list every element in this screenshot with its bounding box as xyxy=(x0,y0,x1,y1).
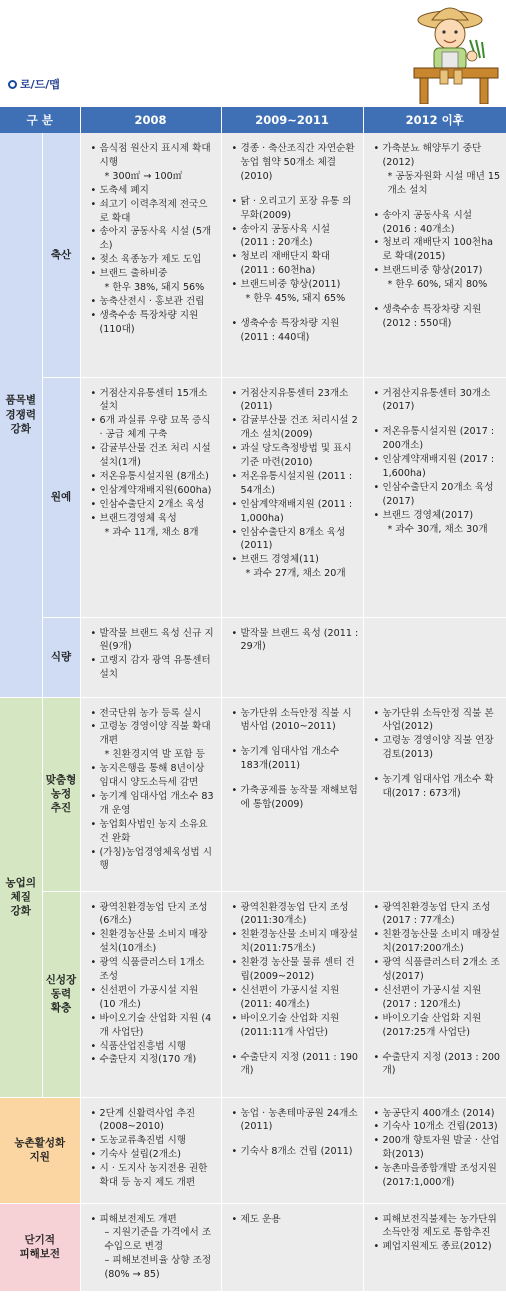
list-item: • 농업회사법인 농지 소유요건 완화 xyxy=(91,818,217,846)
roadmap-table xyxy=(0,107,506,1292)
cell-2008 xyxy=(80,1203,221,1291)
farmer-illustration-icon xyxy=(406,0,502,104)
list-item: • 농촌마을종합개발 조성지원(2017:1,000개) xyxy=(374,1162,502,1190)
list-item: • 인삼계약재배지원(600ha) xyxy=(91,484,217,498)
header-2009-2011: 2009~2011 xyxy=(221,107,363,133)
list-item: • 농업 · 농촌테마공원 24개소(2011) xyxy=(232,1107,359,1135)
list-item: • 바이오기술 산업화 지원 (2017:25개 사업단) xyxy=(374,1012,502,1040)
list-note: * 과수 11개, 채소 8개 xyxy=(104,526,199,538)
list-item: • 광역친환경농업 단지 조성(6개소) xyxy=(91,901,217,929)
header-area xyxy=(0,0,506,106)
list-item: • 6개 과실류 우량 묘목 증식 · 공급 체계 구축 xyxy=(91,414,217,442)
table-row xyxy=(0,1097,506,1203)
cell-2008 xyxy=(80,377,221,617)
category-cell: 농촌활성화 지원 xyxy=(0,1097,80,1203)
list-item: • 브랜드 경영체(11) xyxy=(232,553,359,567)
roadmap-title-text: 로/드/맵 xyxy=(20,78,60,91)
list-item: • 청보리 재배단지 확대 (2011 : 60천ha) xyxy=(232,250,359,278)
table-header-row xyxy=(0,107,506,133)
list-item: • 발작물 브랜드 육성 (2011 : 29개) xyxy=(232,627,359,655)
table-row xyxy=(0,377,506,617)
list-item: • 신선편이 가공시설 지원 (2011: 40개소) xyxy=(232,984,359,1012)
list-item: • 가축분뇨 해양투기 중단 (2012) xyxy=(374,142,502,170)
list-item: • 고랭지 감자 광역 유통센터 설치 xyxy=(91,654,217,682)
list-item: • 농기계 임대사업 개소수 183개(2011) xyxy=(232,745,359,773)
list-item: • 감귤부산물 건조 처리 시설설치(1개) xyxy=(91,442,217,470)
list-item: • 친환경농산물 소비지 매장설치(2017:200개소) xyxy=(374,928,502,956)
cell-2012 xyxy=(363,617,506,697)
subcategory-cell: 식량 xyxy=(42,617,80,697)
list-item: • 농공단지 400개소 (2014) xyxy=(374,1107,502,1121)
header-2008: 2008 xyxy=(80,107,221,133)
list-item: • 농가단위 소득안정 직불 본사업(2012) xyxy=(374,707,502,735)
table-row xyxy=(0,697,506,891)
subcategory-cell: 신성장 동력 확충 xyxy=(42,891,80,1097)
list-item: • 식품산업진흥법 시행 xyxy=(91,1040,217,1054)
list-item: • 수출단지 지정 (2013 : 200개) xyxy=(374,1051,502,1079)
list-item: • 브랜드비중 향상(2017) xyxy=(374,264,502,278)
list-item: • 도농교류촉진법 시행 xyxy=(91,1134,217,1148)
list-item: • 저온유통시설지원 (8개소) xyxy=(91,470,217,484)
list-item: • 도축세 폐지 xyxy=(91,184,217,198)
cell-2008 xyxy=(80,617,221,697)
list-item: • 브랜드 경영체(2017) xyxy=(374,509,502,523)
list-note: * 한우 38%, 돼지 56% xyxy=(104,282,205,294)
list-item: • 바이오기술 산업화 지원 (2011:11개 사업단) xyxy=(232,1012,359,1040)
list-item: • 음식점 원산지 표시제 확대 시행 xyxy=(91,142,217,170)
list-item: • 브랜드 출하비중 xyxy=(91,267,217,281)
list-item: • 바이오기술 산업화 지원 (4개 사업단) xyxy=(91,1012,217,1040)
subcategory-cell: 원예 xyxy=(42,377,80,617)
list-item: • 수출단지 지정(170 개) xyxy=(91,1053,217,1067)
list-item: • 브랜드경영체 육성 xyxy=(91,512,217,526)
cell-2009 xyxy=(221,891,363,1097)
list-item: • 젖소 육종농가 제도 도입 xyxy=(91,253,217,267)
list-subitem: – 피해보전비율 상향 조정(80% → 85) xyxy=(104,1255,212,1281)
list-note: * 한우 45%, 돼지 65% xyxy=(245,293,346,305)
list-item: • 인삼수출단지 20개소 육성(2017) xyxy=(374,481,502,509)
list-item: • 전국단위 농가 등록 실시 xyxy=(91,707,217,721)
list-item: • 수출단지 지정 (2011 : 190개) xyxy=(232,1051,359,1079)
category-cell: 품목별 경쟁력 강화 xyxy=(0,133,42,697)
list-item: • 기숙사 8개소 건립 (2011) xyxy=(232,1145,359,1159)
list-item: • 가축공제를 농작물 재해보험에 통합(2009) xyxy=(232,784,359,812)
list-item: • 피해보전직불제는 농가단위 소득안정 제도로 통합추진 xyxy=(374,1213,502,1241)
cell-2008 xyxy=(80,697,221,891)
list-item: • 친환경 농산물 물류 센터 건립(2009~2012) xyxy=(232,956,359,984)
list-item: • 고령농 경영이양 직불 연장검토(2013) xyxy=(374,734,502,762)
category-cell: 단기적 피해보전 xyxy=(0,1203,80,1291)
list-item: • 농축산전시 · 홍보관 건립 xyxy=(91,295,217,309)
list-item: • 발작물 브랜드 육성 신규 지원(9개) xyxy=(91,627,217,655)
subcategory-cell: 축산 xyxy=(42,133,80,377)
list-item: • 거점산지유통센터 23개소 (2011) xyxy=(232,387,359,415)
list-item: • 송아지 공동사육 시설 (2011 : 20개소) xyxy=(232,223,359,251)
list-note: * 과수 27개, 채소 20개 xyxy=(245,568,346,580)
subcategory-cell: 맞춤형 농정 추진 xyxy=(42,697,80,891)
list-item: • 신선편이 가공시설 지원 (10 개소) xyxy=(91,984,217,1012)
cell-2009 xyxy=(221,617,363,697)
list-item: • 농기계 임대사업 개소수 확대(2017 : 673개) xyxy=(374,773,502,801)
cell-2012 xyxy=(363,133,506,377)
list-item: • 생축수송 특장차량 지원 (110대) xyxy=(91,309,217,337)
list-item: • 닭 · 오리고기 포장 유통 의무화(2009) xyxy=(232,195,359,223)
list-note: * 한우 60%, 돼지 80% xyxy=(387,279,488,291)
list-item: • 생축수송 특장차량 지원 (2012 : 550대) xyxy=(374,303,502,331)
list-item: • 쇠고기 이력추적제 전국으로 확대 xyxy=(91,198,217,226)
list-item: • 광역 식품클러스터 1개소 조성 xyxy=(91,956,217,984)
list-item: • 농가단위 소득안정 직불 시범사업 (2010~2011) xyxy=(232,707,359,735)
list-item: • 브랜드비중 향상(2011) xyxy=(232,278,359,292)
list-item: • 시 · 도지사 농지전용 권한 확대 등 농지 제도 개편 xyxy=(91,1162,217,1190)
cell-2008 xyxy=(80,1097,221,1203)
table-row xyxy=(0,617,506,697)
list-item: • 거점산지유통센터 15개소 설치 xyxy=(91,387,217,415)
list-item: • 송아지 공동사육 시설 (5개소) xyxy=(91,225,217,253)
cell-2009 xyxy=(221,1097,363,1203)
list-item: • 고령농 경영이양 직불 확대 개편 xyxy=(91,720,217,748)
list-item: • 과실 당도측정방법 및 표시기준 마련(2010) xyxy=(232,442,359,470)
cell-2012 xyxy=(363,891,506,1097)
list-item: • 생축수송 특장차량 지원 (2011 : 440대) xyxy=(232,317,359,345)
list-item: • 2단계 신활력사업 추진 (2008~2010) xyxy=(91,1107,217,1135)
list-item: • 인삼수출단지 2개소 육성 xyxy=(91,498,217,512)
list-item: • 기숙사 설립(2개소) xyxy=(91,1148,217,1162)
list-item: • 청보리 재배단지 100천ha로 확대(2015) xyxy=(374,236,502,264)
list-item: • 광역친환경농업 단지 조성(2017 : 77개소) xyxy=(374,901,502,929)
list-item: • (가칭)농업경영체육성법 시행 xyxy=(91,846,217,874)
cell-2012 xyxy=(363,1203,506,1291)
cell-2012 xyxy=(363,377,506,617)
list-item: • 폐업지원제도 종료(2012) xyxy=(374,1240,502,1254)
list-item: • 친환경농산물 소비지 매장설치(10개소) xyxy=(91,928,217,956)
list-item: • 인삼수출단지 8개소 육성 (2011) xyxy=(232,526,359,554)
list-item: • 감귤부산물 건조 처리시설 2개소 설치(2009) xyxy=(232,414,359,442)
list-item: • 인삼계약재배지원 (2011 : 1,000ha) xyxy=(232,498,359,526)
list-item: • 200개 향토자원 발굴 · 산업화(2013) xyxy=(374,1134,502,1162)
header-2012-after: 2012 이후 xyxy=(363,107,506,133)
list-note: * 300㎡ → 100㎡ xyxy=(104,170,183,182)
cell-2008 xyxy=(80,891,221,1097)
list-item: • 저온유통시설지원 (2017 : 200개소) xyxy=(374,425,502,453)
cell-2012 xyxy=(363,697,506,891)
list-item: • 신선편이 가공시설 지원 (2017 : 120개소) xyxy=(374,984,502,1012)
category-cell: 농업의 체질 강화 xyxy=(0,697,42,1097)
cell-2009 xyxy=(221,1203,363,1291)
list-item: • 친환경농산물 소비지 매장설치(2011:75개소) xyxy=(232,928,359,956)
list-note: * 친환경지역 발 포함 등 xyxy=(104,749,205,761)
cell-2008 xyxy=(80,133,221,377)
table-row xyxy=(0,891,506,1097)
cell-2009 xyxy=(221,377,363,617)
cell-2012 xyxy=(363,1097,506,1203)
list-item: • 광역친환경농업 단지 조성 (2011:30개소) xyxy=(232,901,359,929)
list-subitem: – 지원기준을 가격에서 조수입으로 변경 xyxy=(104,1227,212,1253)
table-row xyxy=(0,1203,506,1291)
list-item: • 피해보전제도 개편 xyxy=(91,1213,217,1227)
list-item: • 송아지 공동사육 시설 (2016 : 40개소) xyxy=(374,209,502,237)
header-category: 구 분 xyxy=(0,107,80,133)
roadmap-heading xyxy=(8,77,60,93)
list-item: • 농지은행을 통해 8년이상 임대시 양도소득세 감면 xyxy=(91,762,217,790)
list-note: * 과수 30개, 채소 30개 xyxy=(387,523,488,535)
list-item: • 인삼계약재배지원 (2017 : 1,600ha) xyxy=(374,453,502,481)
circle-bullet-icon xyxy=(8,80,17,89)
list-item: • 기숙사 10개소 건립(2013) xyxy=(374,1120,502,1134)
list-item: • 저온유통시설지원 (2011 : 54개소) xyxy=(232,470,359,498)
cell-2009 xyxy=(221,133,363,377)
list-item: • 제도 운용 xyxy=(232,1213,359,1227)
list-item: • 거점산지유통센터 30개소 (2017) xyxy=(374,387,502,415)
cell-2009 xyxy=(221,697,363,891)
list-item: • 농기계 임대사업 개소수 83개 운영 xyxy=(91,790,217,818)
list-note: * 공동자원화 시설 매년 15개소 설치 xyxy=(387,170,501,196)
table-row xyxy=(0,133,506,377)
list-item: • 광역 식품클러스터 2개소 조성(2017) xyxy=(374,956,502,984)
list-item: • 경종 · 축산조직간 자연순환농업 협약 50개소 체결(2010) xyxy=(232,142,359,184)
